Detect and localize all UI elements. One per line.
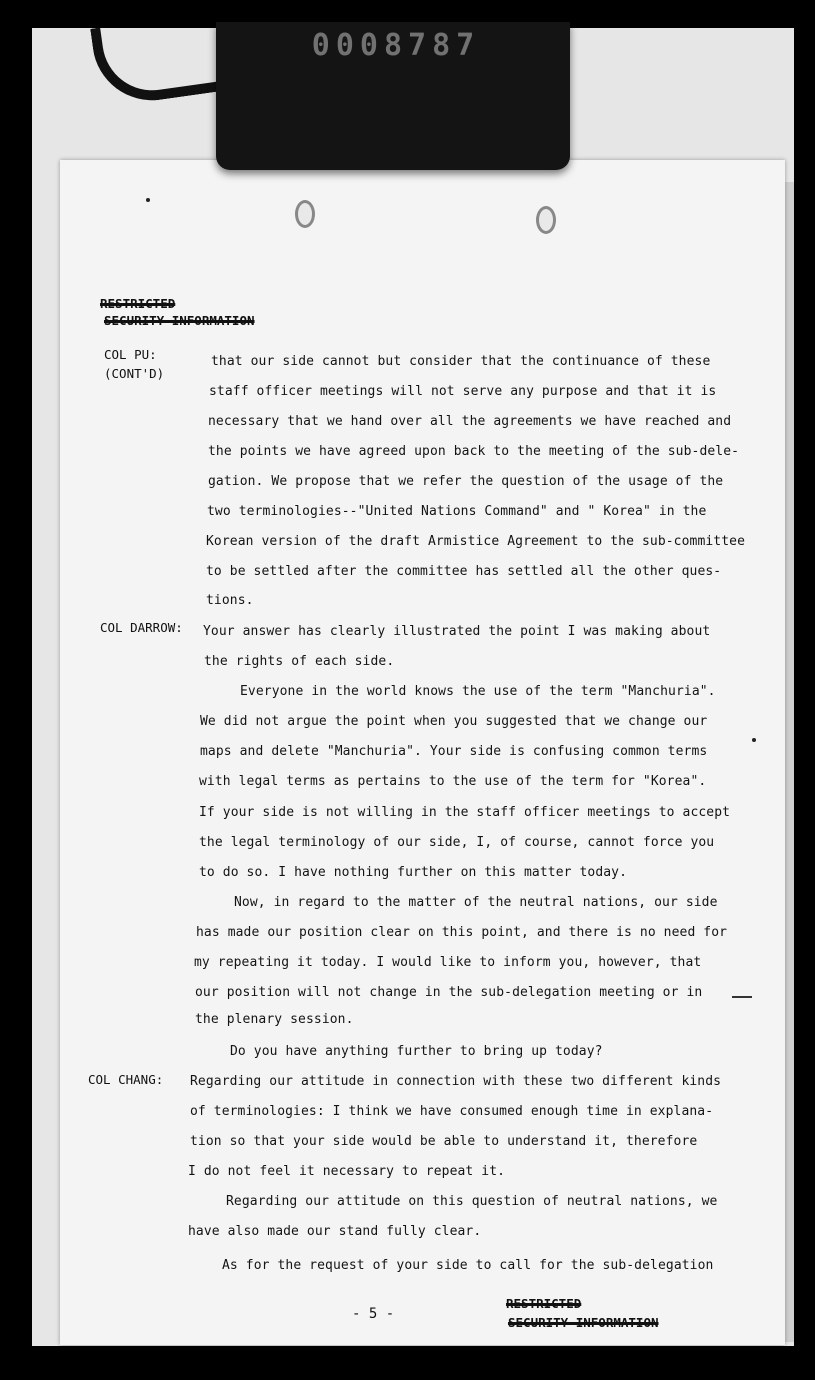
clip-number: 0008787 [311, 28, 481, 63]
text-line: staff officer meetings will not serve any purpose and that it is [209, 384, 717, 399]
punch-hole-right [536, 206, 556, 234]
text-line: gation. We propose that we refer the question of the usage of the [208, 474, 724, 489]
text-line: the rights of each side. [204, 654, 395, 669]
text-line: Regarding our attitude in connection with these two different kinds [190, 1074, 722, 1089]
text-line: the plenary session. [195, 1012, 354, 1027]
text-line: I do not feel it necessary to repeat it. [188, 1164, 506, 1179]
margin-mark [732, 996, 752, 998]
restricted-stamp-top: RESTRICTED [100, 296, 176, 311]
text-line: the points we have agreed upon back to the meeting of the sub-dele- [208, 444, 740, 459]
punch-hole-left [295, 200, 315, 228]
text-line: necessary that we hand over all the agreements we have reached and [208, 414, 732, 429]
text-line: to be settled after the committee has settled all the other ques- [206, 564, 722, 579]
text-line: Korean version of the draft Armistice Agreement to the sub-committee [206, 534, 746, 549]
page-number: - 5 - [352, 1306, 395, 1322]
text-line: Everyone in the world knows the use of the term "Manchuria". [240, 684, 716, 699]
text-line: that our side cannot but consider that the continuance of these [211, 354, 711, 369]
text-line: have also made our stand fully clear. [188, 1224, 482, 1239]
restricted-stamp-bottom: RESTRICTED [506, 1296, 582, 1311]
text-line: two terminologies--"United Nations Command" and " Korea" in the [207, 504, 707, 519]
binder-clip [216, 22, 570, 170]
text-line: If your side is not willing in the staff officer meetings to accept [199, 805, 731, 820]
text-line: has made our position clear on this point, and there is no need for [196, 925, 728, 940]
text-line: Regarding our attitude on this question of neutral nations, we [226, 1194, 718, 1209]
text-line: tion so that your side would be able to understand it, therefore [190, 1134, 698, 1149]
text-line: maps and delete "Manchuria". Your side is confusing common terms [200, 744, 708, 759]
speaker-col-pu: COL PU: (CONT'D) [104, 347, 165, 381]
text-line: my repeating it today. I would like to inform you, however, that [194, 955, 702, 970]
text-line: the legal terminology of our side, I, of course, cannot force you [199, 835, 715, 850]
speck [146, 198, 150, 202]
security-info-stamp-bottom: SECURITY INFORMATION [508, 1315, 659, 1330]
text-line: Do you have anything further to bring up today? [230, 1044, 603, 1059]
speck [752, 738, 756, 742]
speaker-col-darrow: COL DARROW: [100, 620, 183, 635]
text-line: Your answer has clearly illustrated the point I was making about [203, 624, 711, 639]
security-info-stamp-top: SECURITY INFORMATION [104, 313, 255, 328]
text-line: We did not argue the point when you suggested that we change our [200, 714, 708, 729]
text-line: to do so. I have nothing further on this matter today. [199, 865, 628, 880]
text-line: our position will not change in the sub-delegation meeting or in [195, 985, 703, 1000]
text-line: tions. [206, 593, 254, 608]
text-line: with legal terms as pertains to the use of the term for "Korea". [199, 774, 707, 789]
speaker-col-chang: COL CHANG: [88, 1072, 164, 1087]
text-line: As for the request of your side to call for the sub-delegation [222, 1258, 714, 1273]
text-line: Now, in regard to the matter of the neutral nations, our side [234, 895, 718, 910]
text-line: of terminologies: I think we have consumed enough time in explana- [190, 1104, 714, 1119]
